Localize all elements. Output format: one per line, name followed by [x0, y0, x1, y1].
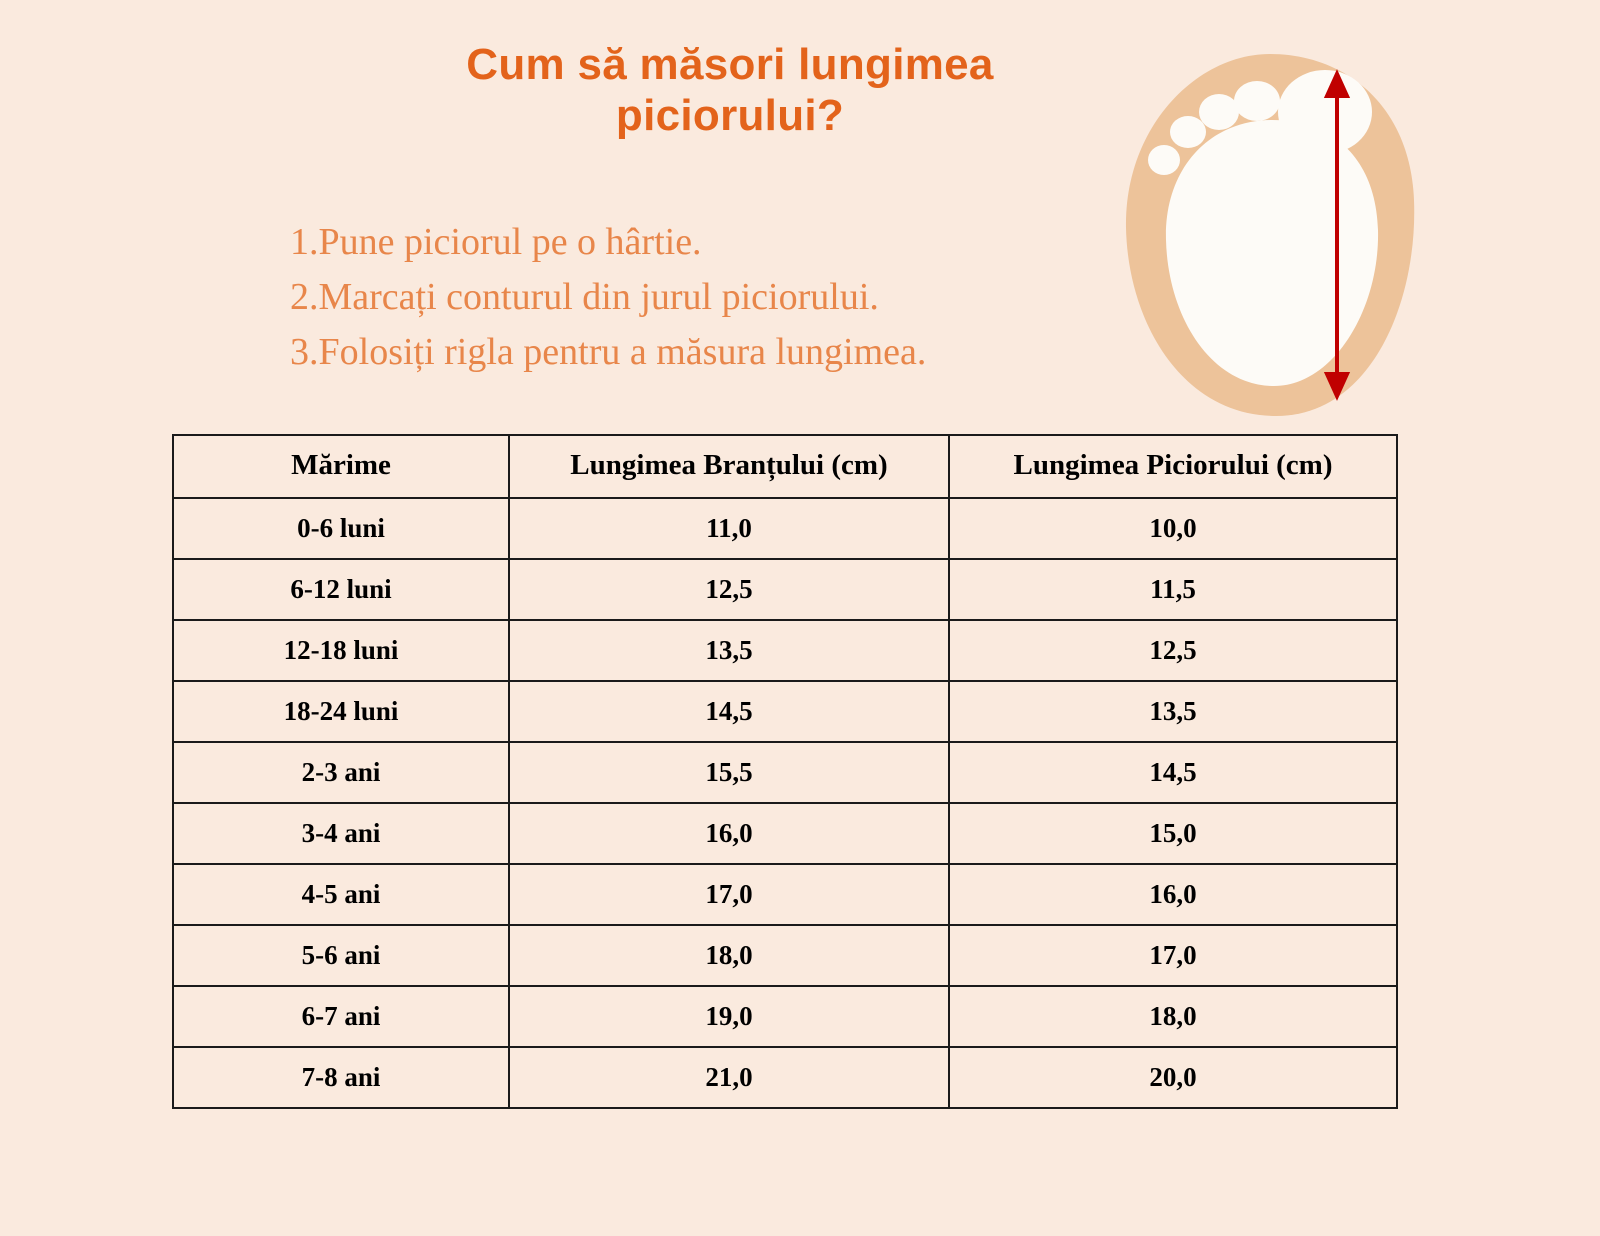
table-row: [173, 925, 1397, 986]
cell-foot-length: 11,5: [949, 559, 1397, 620]
title-line-2: piciorului?: [615, 90, 845, 140]
cell-foot-length: 18,0: [949, 986, 1397, 1047]
table-row: [173, 864, 1397, 925]
cell-size: 5-6 ani: [173, 925, 509, 986]
cell-foot-length: 20,0: [949, 1047, 1397, 1108]
instruction-steps: [290, 215, 926, 380]
page-title: [330, 40, 1130, 141]
cell-insole-length: 12,5: [509, 559, 949, 620]
cell-foot-length: 17,0: [949, 925, 1397, 986]
table-row: [173, 1047, 1397, 1108]
cell-size: 3-4 ani: [173, 803, 509, 864]
cell-foot-length: 10,0: [949, 498, 1397, 559]
table-row: [173, 742, 1397, 803]
instruction-step-3: 3.Folosiți rigla pentru a măsura lungimea.: [290, 331, 927, 374]
cell-foot-length: 13,5: [949, 681, 1397, 742]
cell-insole-length: 19,0: [509, 986, 949, 1047]
cell-size: 2-3 ani: [173, 742, 509, 803]
column-header-insole-length: Lungimea Branțului (cm): [509, 435, 949, 498]
cell-foot-length: 12,5: [949, 620, 1397, 681]
cell-insole-length: 13,5: [509, 620, 949, 681]
table-header-row: [173, 435, 1397, 498]
toe-second: [1234, 81, 1280, 121]
table-row: [173, 498, 1397, 559]
cell-insole-length: 16,0: [509, 803, 949, 864]
table-row: [173, 559, 1397, 620]
toe-little: [1148, 145, 1180, 175]
cell-foot-length: 16,0: [949, 864, 1397, 925]
cell-size: 0-6 luni: [173, 498, 509, 559]
cell-size: 12-18 luni: [173, 620, 509, 681]
cell-size: 6-12 luni: [173, 559, 509, 620]
column-header-foot-length: Lungimea Piciorului (cm): [949, 435, 1397, 498]
size-table: [172, 434, 1398, 1109]
toe-third: [1199, 94, 1239, 130]
cell-insole-length: 18,0: [509, 925, 949, 986]
toe-big: [1278, 70, 1372, 154]
cell-insole-length: 14,5: [509, 681, 949, 742]
table-row: [173, 803, 1397, 864]
column-header-size: Mărime: [173, 435, 509, 498]
cell-size: 6-7 ani: [173, 986, 509, 1047]
table-row: [173, 986, 1397, 1047]
instruction-step-1: 1.Pune piciorul pe o hârtie.: [290, 221, 702, 263]
cell-insole-length: 11,0: [509, 498, 949, 559]
title-line-1: Cum să măsori lungimea: [466, 40, 994, 89]
cell-size: 4-5 ani: [173, 864, 509, 925]
toe-fourth: [1170, 116, 1206, 148]
cell-foot-length: 15,0: [949, 803, 1397, 864]
cell-insole-length: 15,5: [509, 742, 949, 803]
table-row: [173, 681, 1397, 742]
foot-illustration: [1120, 50, 1420, 420]
cell-size: 18-24 luni: [173, 681, 509, 742]
instruction-step-2: 2.Marcați conturul din jurul piciorului.: [290, 276, 879, 319]
table-row: [173, 620, 1397, 681]
cell-foot-length: 14,5: [949, 742, 1397, 803]
cell-insole-length: 21,0: [509, 1047, 949, 1108]
cell-insole-length: 17,0: [509, 864, 949, 925]
cell-size: 7-8 ani: [173, 1047, 509, 1108]
